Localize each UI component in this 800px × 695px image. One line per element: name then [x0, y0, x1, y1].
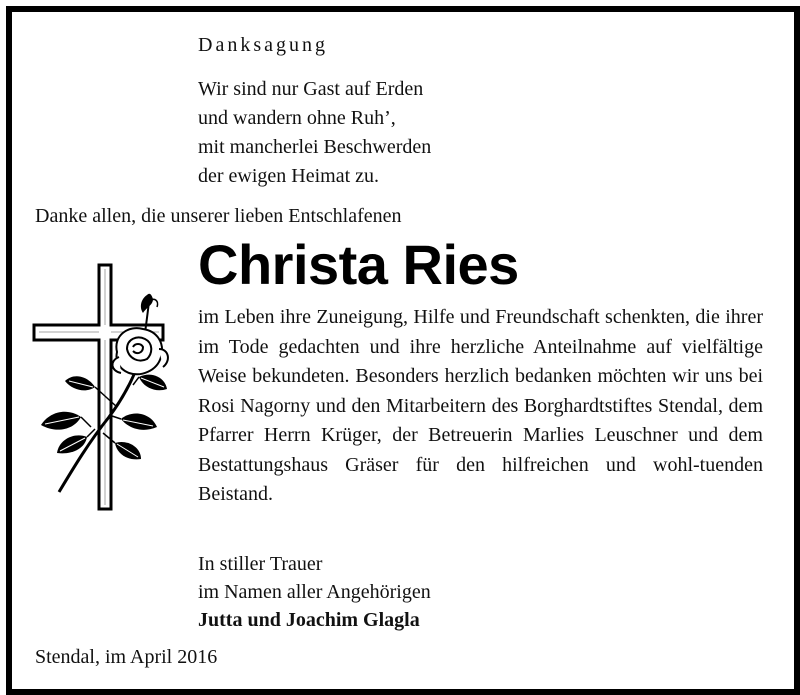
closing-block — [198, 550, 431, 634]
poem-line: mit mancherlei Beschwerden — [198, 136, 432, 158]
cross-with-rose-icon — [29, 257, 169, 517]
thank-you-text: im Leben ihre Zuneigung, Hilfe und Freundschaft schenkten, die ihrer im Tode gedachten und ihre herzliche Anteilnahme auf vielfältige Weise bekundeten. Besonders herzlich bedanken möchten wir uns bei Rosi Nagorny und den Mitarbeitern des Borghardtstiftes Stendal, dem Pfarrer Herrn Krüger, der Betreuerin Marlies Leuschner und dem Bestattungshaus Gräser für den hilfreichen und wohl-tuenden Beistand. — [198, 306, 763, 505]
deceased-name: Christa Ries — [198, 233, 519, 296]
signers: Jutta und Joachim Glagla — [198, 609, 420, 631]
poem-line: der ewigen Heimat zu. — [198, 165, 380, 187]
closing-line: In stiller Trauer — [198, 553, 323, 575]
closing-line: im Namen aller Angehörigen — [198, 581, 431, 603]
poem — [198, 75, 431, 191]
poem-line: Wir sind nur Gast auf Erden — [198, 78, 424, 100]
poem-line: und wandern ohne Ruh’, — [198, 107, 396, 129]
place-and-date: Stendal, im April 2016 — [35, 646, 218, 668]
obituary-notice — [6, 6, 800, 695]
intro-text: Danke allen, die unserer lieben Entschlafenen — [35, 205, 402, 227]
notice-heading: Danksagung — [198, 34, 328, 56]
